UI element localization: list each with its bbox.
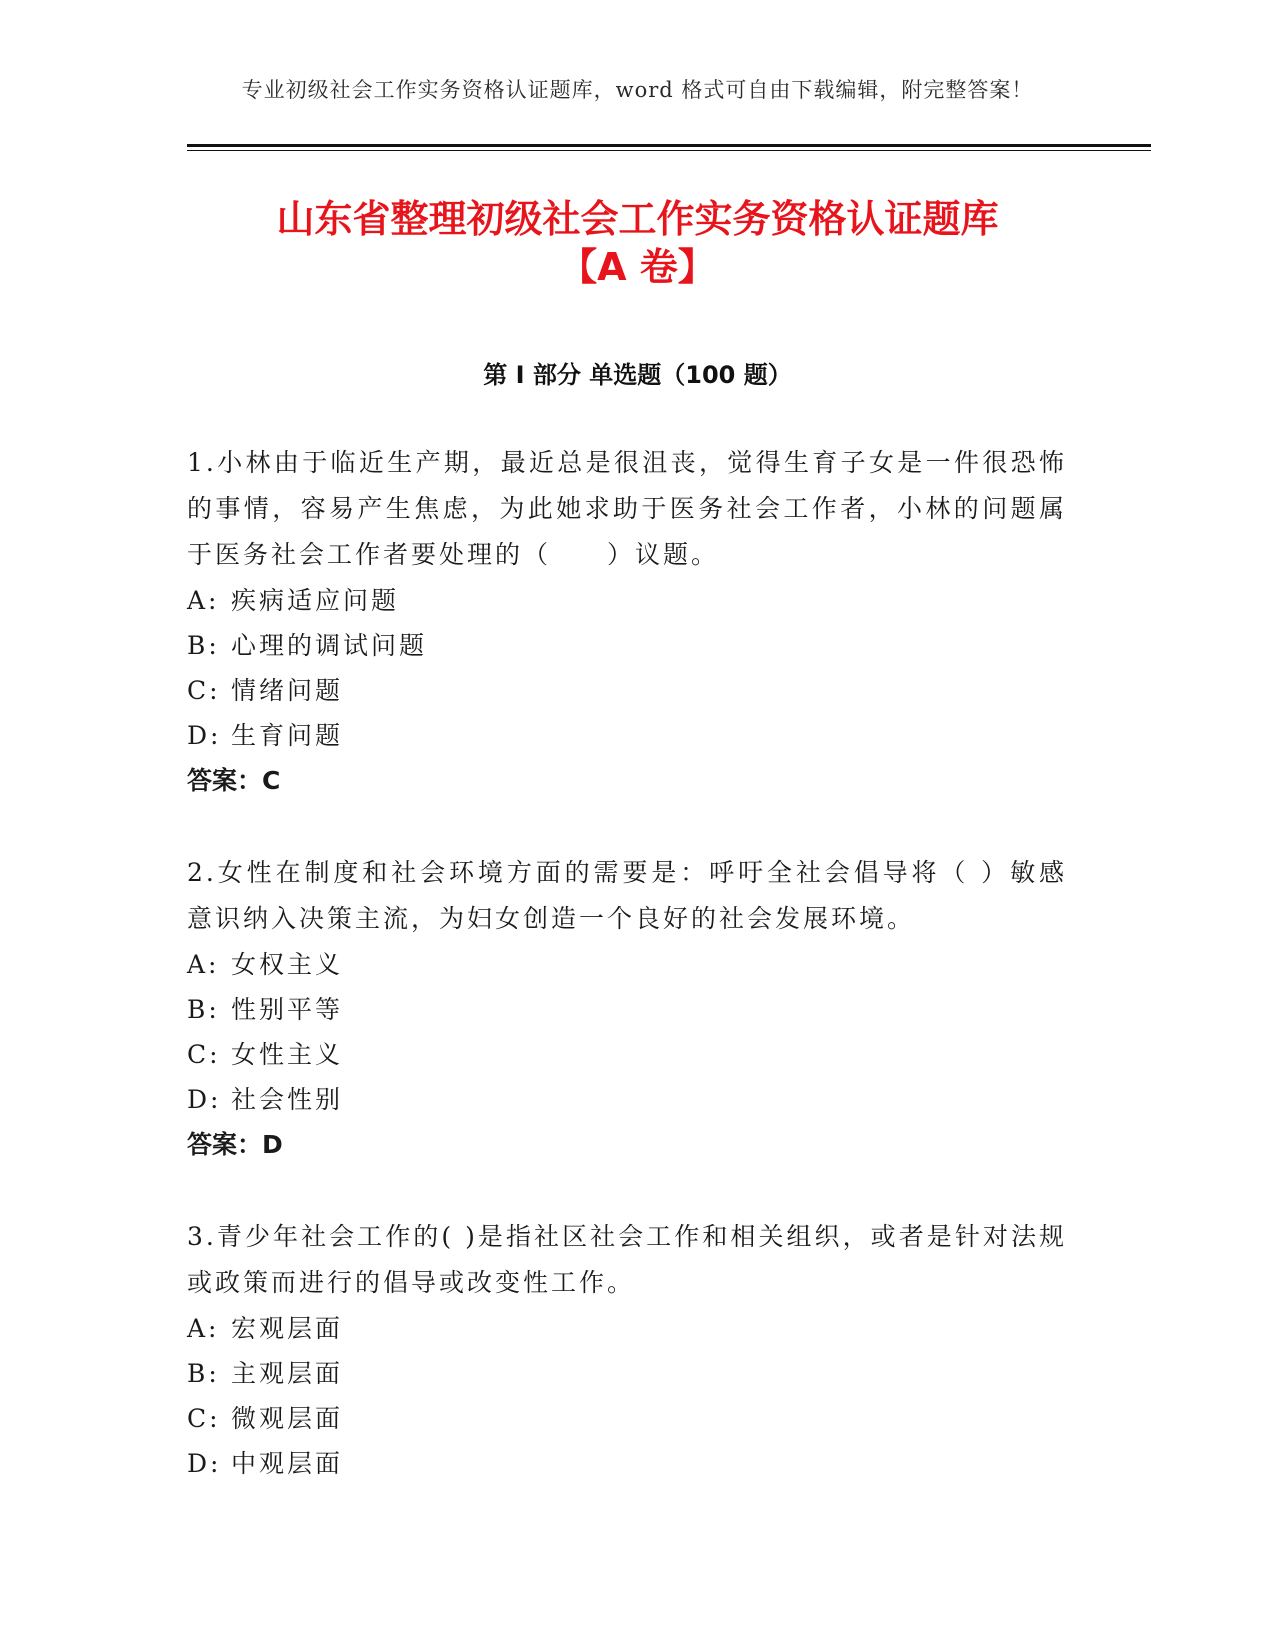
section-title: 第 I 部分 单选题（100 题） — [483, 361, 792, 389]
option-text: 性别平等 — [231, 995, 344, 1024]
document-title — [150, 195, 1125, 291]
option-text: 心理的调试问题 — [231, 631, 428, 660]
option-text: 中观层面 — [231, 1449, 344, 1478]
option-text: 女权主义 — [231, 950, 344, 979]
option-key: C: — [187, 676, 221, 705]
option-key: B: — [187, 631, 220, 660]
option-key: A: — [187, 586, 220, 615]
question-1-option-b — [187, 623, 1067, 668]
option-key: B: — [187, 995, 220, 1024]
option-key: D: — [187, 1085, 222, 1114]
option-text: 主观层面 — [231, 1359, 344, 1388]
option-text: 情绪问题 — [231, 676, 344, 705]
question-2-option-a — [187, 942, 1067, 987]
question-3-option-d — [187, 1441, 1067, 1486]
question-1-option-c — [187, 668, 1067, 713]
question-2-stem: 2.女性在制度和社会环境方面的需要是：呼吁全社会倡导将（ ）敏感意识纳入决策主流，为妇女创造一个良好的社会发展环境。 — [187, 858, 1067, 933]
header-note: 专业初级社会工作实务资格认证题库，word 格式可自由下载编辑，附完整答案！ — [241, 78, 1034, 102]
option-key: D: — [187, 1449, 222, 1478]
question-3 — [187, 1214, 1067, 1486]
header-rule-thin — [187, 150, 1151, 151]
question-2 — [187, 850, 1067, 1168]
option-key: C: — [187, 1040, 221, 1069]
question-2-answer: 答案：D — [187, 1130, 283, 1159]
option-key: D: — [187, 721, 222, 750]
question-3-stem: 3.青少年社会工作的( )是指社区社会工作和相关组织，或者是针对法规或政策而进行的倡导或改变性工作。 — [187, 1222, 1067, 1297]
option-key: A: — [187, 950, 220, 979]
option-text: 宏观层面 — [231, 1314, 344, 1343]
question-1-answer: 答案：C — [187, 766, 281, 795]
document-title-line1: 山东省整理初级社会工作实务资格认证题库 — [276, 197, 999, 241]
question-1-stem: 1.小林由于临近生产期，最近总是很沮丧，觉得生育子女是一件很恐怖的事情，容易产生焦虑，为此她求助于医务社会工作者，小林的问题属于医务社会工作者要处理的（ ）议题。 — [187, 448, 1067, 569]
option-text: 生育问题 — [231, 721, 344, 750]
option-text: 疾病适应问题 — [231, 586, 400, 615]
option-text: 社会性别 — [231, 1085, 344, 1114]
option-key: B: — [187, 1359, 220, 1388]
option-text: 微观层面 — [231, 1404, 344, 1433]
header-rule-thick — [187, 144, 1151, 147]
question-2-option-b — [187, 987, 1067, 1032]
document-title-line2: 【A 卷】 — [559, 245, 716, 289]
option-key: A: — [187, 1314, 220, 1343]
option-key: C: — [187, 1404, 221, 1433]
question-list — [187, 440, 1067, 1532]
question-2-option-d — [187, 1077, 1067, 1122]
question-3-option-a — [187, 1306, 1067, 1351]
question-3-option-c — [187, 1396, 1067, 1441]
question-1-option-d — [187, 713, 1067, 758]
option-text: 女性主义 — [231, 1040, 344, 1069]
question-1 — [187, 440, 1067, 804]
question-3-option-b — [187, 1351, 1067, 1396]
question-1-option-a — [187, 578, 1067, 623]
question-2-option-c — [187, 1032, 1067, 1077]
